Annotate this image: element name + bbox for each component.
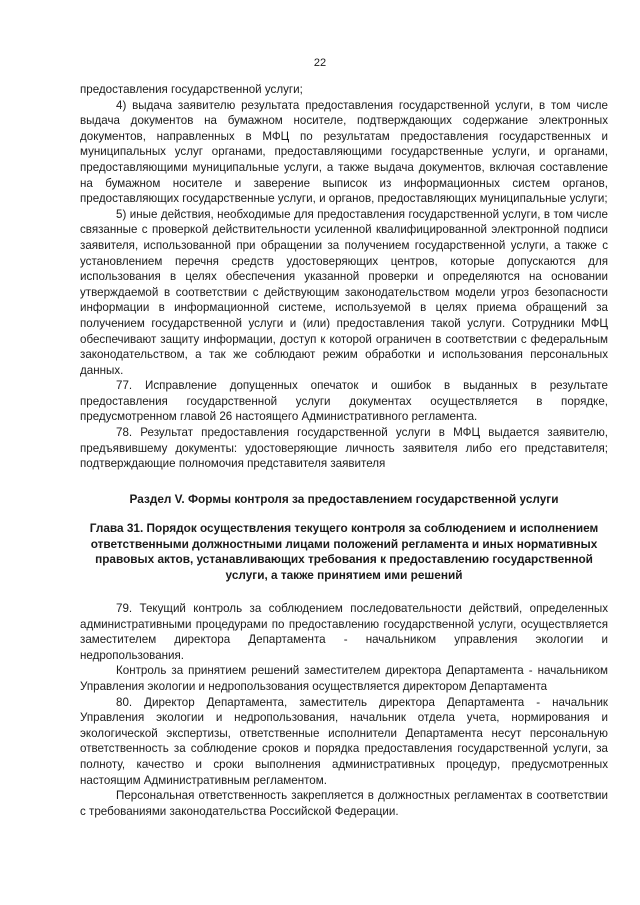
page-number: 22 <box>313 57 327 69</box>
paragraph: 4) выдача заявителю результата предоставления государственной услуги, в том числе выдача документов на бумажном носителе, подтверждающих содержание электронных документов, направленных в МФЦ по результатам предоставления государственных и муниципальных услуг органами, предоставляющими государственные услуги, и органами, предоставляющими муниципальные услуги, а также выдача документов, включая составление на бумажном носителе и заверение выписок из информационных систем органов, предоставляющих государственные услуги, и органов, предоставляющих муниципальные услуги; <box>80 98 608 206</box>
paragraph: 78. Результат предоставления государственной услуги в МФЦ выдается заявителю, предъявившему документы: удостоверяющие личность заявителя либо его представителя; подтверждающие полномочия представителя заявителя <box>80 426 608 471</box>
paragraph: Персональная ответственность закрепляется в должностных регламентах в соответствии с требованиями законодательства Российской Федерации. <box>80 789 608 818</box>
chapter-heading: Глава 31. Порядок осуществления текущего контроля за соблюдением и исполнением ответственными должностными лицами положений регламента и иных нормативных правовых актов, устанавливающих требования к предоставлению государственной услуги, а также принятием ими решений <box>89 521 599 582</box>
paragraph: 5) иные действия, необходимые для предоставления государственной услуги, в том числе связанные с проверкой действительности усиленной квалифицированной электронной подписи заявителя, использованной при обращении за получением государственной услуги, а также с установлением перечня средств удостоверяющих центров, которые допускаются для использования в целях обеспечения указанной проверки и определяются на основании утверждаемой в соответствии с действующим законодательством модели угроз безопасности информации в информационной системе, используемой в целях приема обращений за получением государственной услуги и (или) предоставления такой услуги. Сотрудники МФЦ обеспечивают защиту информации, доступ к которой ограничен в соответствии с федеральным законодательством, а так же соблюдают режим обработки и использования персональных данных. <box>80 207 608 377</box>
section-heading: Раздел V. Формы контроля за предоставлением государственной услуги <box>129 491 559 506</box>
paragraph: Контроль за принятием решений заместителем директора Департамента - начальником Управления экологии и недропользования осуществляется директором Департамента <box>80 664 608 694</box>
paragraph: 80. Директор Департамента, заместитель директора Департамента - начальник Управления экологии и недропользования, начальник отдела учета, нормирования и экологической экспертизы, ответственные исполнители Департамента несут персональную ответственность за соблюдение сроков и порядка предоставления государственной услуги, за полноту, качество и сроки выполнения административных процедур, предусмотренных настоящим Административным регламентом. <box>80 695 608 787</box>
paragraph: 77. Исправление допущенных опечаток и ошибок в выданных в результате предоставления государственной услуги документах осуществляется в порядке, предусмотренном главой 26 настоящего Административного регламента. <box>80 379 608 424</box>
paragraph: предоставления государственной услуги; <box>80 83 303 96</box>
paragraph: 79. Текущий контроль за соблюдением последовательности действий, определенных административными процедурами по предоставлению государственной услуги, осуществляется заместителем директора Департамента - начальником управления экологии и недропользования. <box>80 602 608 662</box>
document-body <box>80 82 608 819</box>
